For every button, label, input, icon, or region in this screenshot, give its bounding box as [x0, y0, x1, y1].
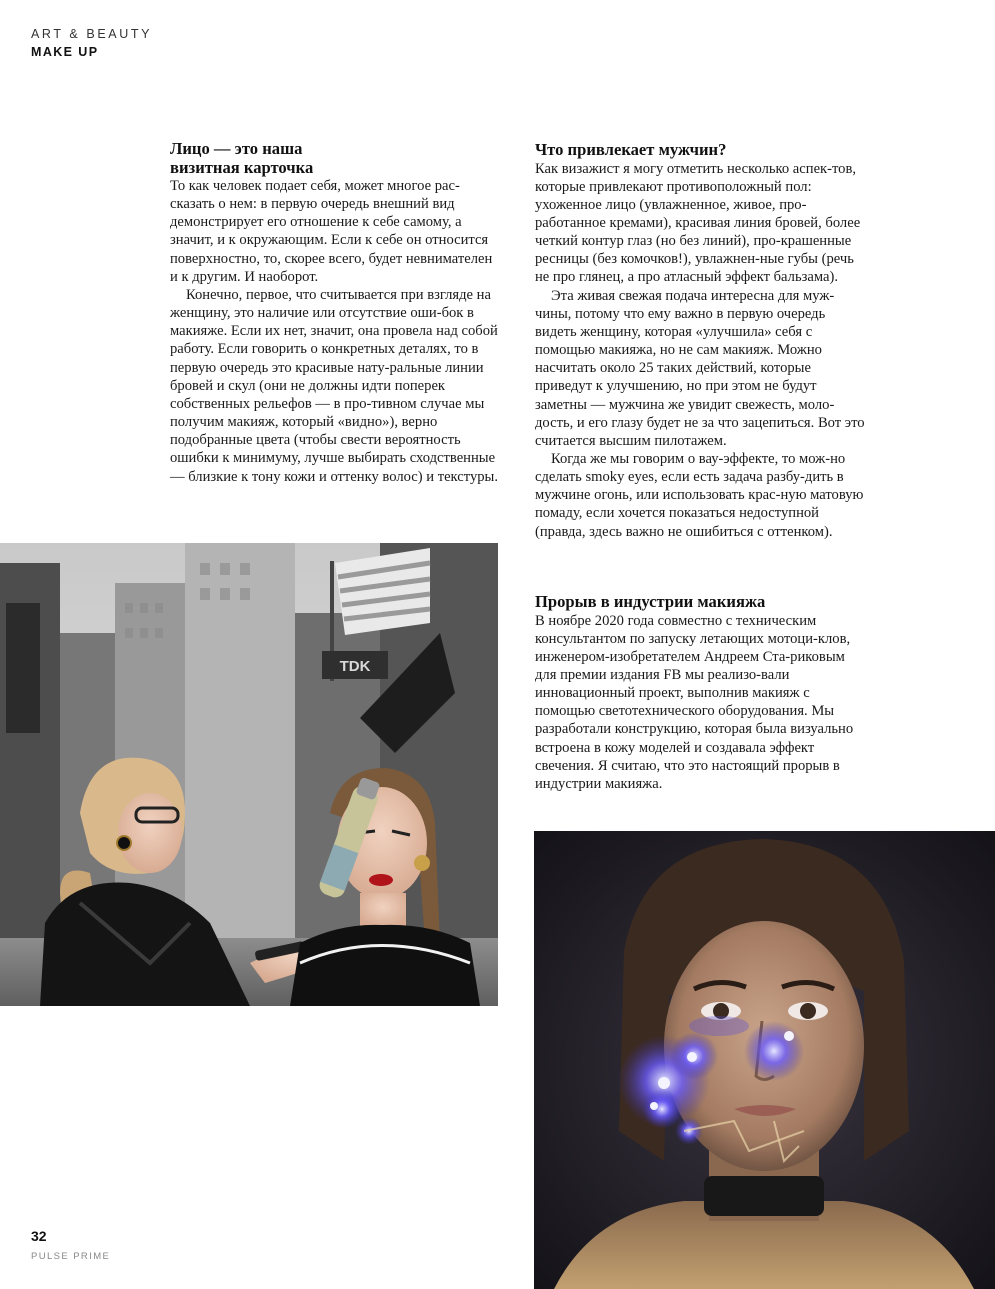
page-number: 32 [31, 1228, 47, 1244]
heading-business-card [170, 140, 500, 177]
paragraph: В ноябре 2020 года совместно с техническим консультантом по запуску летающих мотоци-клов, инженером-изобретателем Андреем Ста-риковым для премии издания FB мы реализо-вали инновационный проект, выполнив макияж с помощью светотехнического оборудования. Мы разработали конструкцию, которая была визуально встроена в кожу моделей и создавала эффект свечения. Я считаю, что это настоящий прорыв в индустрии макияжа. [535, 612, 854, 792]
subsection-label: MAKE UP [31, 45, 99, 59]
article-column-right [535, 141, 867, 541]
paragraph: То как человек подает себя, может многое рас-сказать о нем: в первую очередь внешний вид демонстрирует его отношение к себе самому, а значит, и к окружающим. Если к себе он относится поверхностно, то, скорее всего, будет невнимателен и к другим. И наоборот. [170, 178, 493, 285]
heading-breakthrough: Прорыв в индустрии макияжа [535, 592, 766, 611]
section-label: ART & BEAUTY [31, 27, 153, 41]
photo-makeup-artist-city [0, 543, 498, 1006]
heading-line-2: визитная карточка [170, 157, 314, 177]
photo-glowing-makeup-portrait [534, 831, 995, 1289]
paragraph: Когда же мы говорим о вау-эффекте, то мож-но сделать smoky eyes, если есть задача разбу-дить в мужчине огонь, или использовать крас-ную матовую помаду, если хочется показаться недоступной (правда, здесь важно не ошибиться с оттенком). [535, 451, 864, 540]
heading-line-1: Лицо — это наша [170, 139, 303, 158]
city-scene-illustration [0, 543, 498, 1006]
paragraph: Конечно, первое, что считывается при взгляде на женщину, это наличие или отсутствие оши-бок в макияже. Если их нет, значит, она провела над собой работу. Если говорить о конкретных деталях, то в первую очередь это красивые нату-ральные линии бровей и скул (они не должны идти поперек собственных рельефов — в про-тивном случае мы получим макияж, который «видно»), верно подобранные цвета (чтобы свести вероятность ошибки к минимуму, лучше выбирать сходственные — близкие к тону кожи и оттенку волос) и текстуры. [170, 286, 498, 485]
article-column-right-lower [535, 593, 867, 793]
glowing-portrait-illustration [534, 831, 995, 1289]
paragraph: Эта живая свежая подача интересна для муж-чины, потому что ему важно в первую очередь видеть женщину, которая «улучшила» себя с помощью макияжа, но не сам макияж. Можно насчитать около 25 таких действий, которые приведут к улучшению, но при этом не будут заметны — мужчина же увидит свежесть, моло-дость, и его глазу будет не за что зацепиться. Вот это считается высшим пилотажем. [535, 287, 865, 449]
tdk-sign-text: TDK [339, 658, 371, 675]
magazine-name: PULSE PRIME [31, 1251, 111, 1262]
heading-what-attracts-men: Что привлекает мужчин? [535, 140, 727, 159]
article-column-left [170, 140, 500, 486]
paragraph: Как визажист я могу отметить несколько аспек-тов, которые привлекают противоположный пол: ухоженное лицо (увлажненное, живое, про-работанное кремами), красивая линия бровей, более четкий контур глаз (но без линий), про-крашенные ресницы (без комочков!), увлажнен-ные губы (речь не про глянец, а про атласный эффект бальзама). [535, 160, 861, 286]
